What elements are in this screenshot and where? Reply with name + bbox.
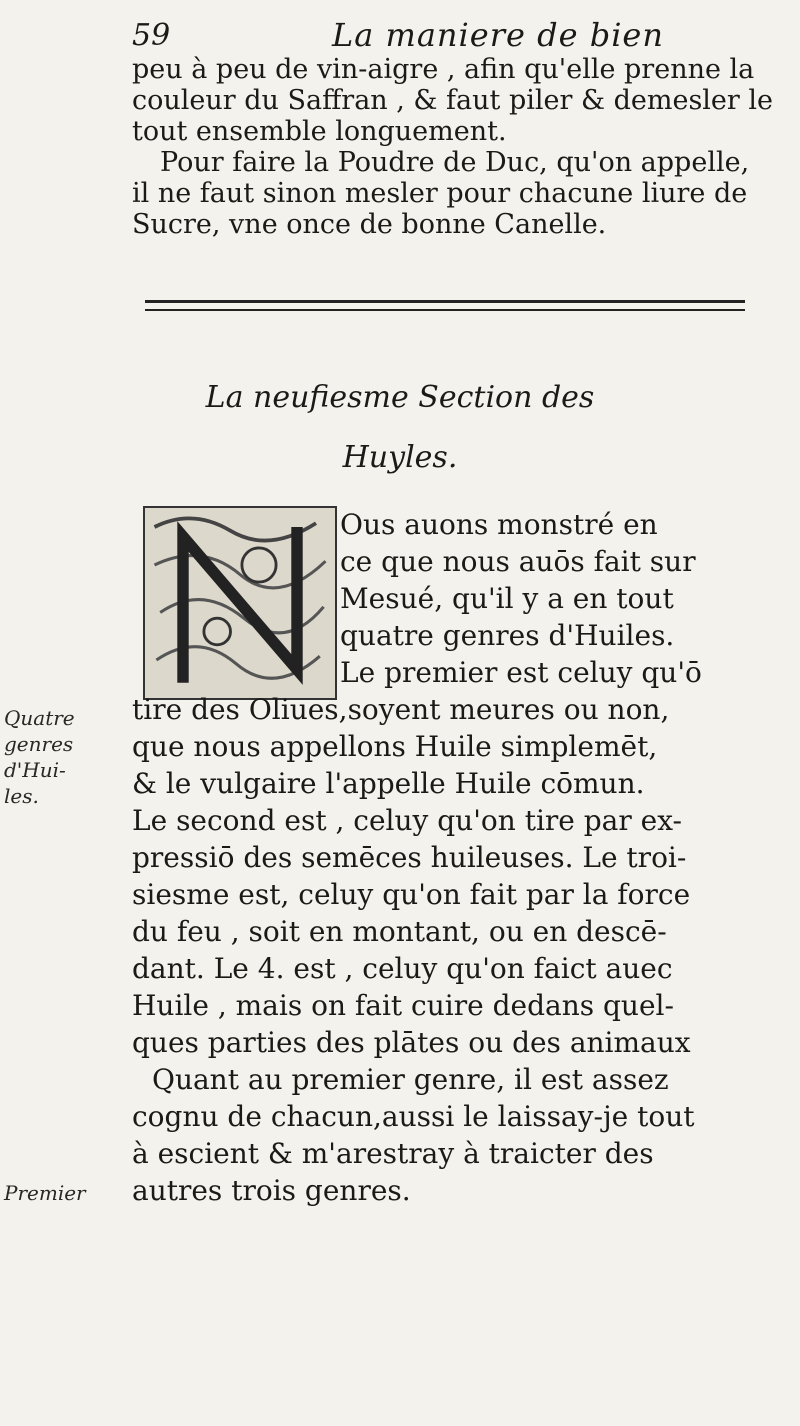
ornamental-rule [145, 300, 745, 311]
text-line: ce que nous auōs fait sur [340, 545, 696, 578]
section-title-line1: La neufiesme Section des [205, 380, 595, 415]
text-line: siesme est, celuy qu'on fait par la force [132, 878, 691, 911]
text-line: & le vulgaire l'appelle Huile cōmun. [132, 767, 645, 800]
text-line: à escient & m'arestray à traicter des [132, 1137, 654, 1170]
top-paragraph [132, 54, 774, 240]
text-line: couleur du Saffran , & faut piler & demesler le [132, 85, 774, 116]
margin-note-line: Premier [4, 1181, 86, 1205]
text-line: Mesué, qu'il y a en tout [340, 582, 674, 615]
text-line: quatre genres d'Huiles. [340, 619, 675, 652]
text-line: Le premier est celuy qu'ō [340, 656, 702, 689]
text-line: cognu de chacun,aussi le laissay-je tout [132, 1100, 695, 1133]
text-line: peu à peu de vin-aigre , afin qu'elle prenne la [132, 54, 755, 85]
margin-note-line: d'Hui- [4, 758, 66, 782]
text-line: ques parties des plātes ou des animaux [132, 1026, 691, 1059]
text-line: Ous auons monstré en [340, 508, 658, 541]
text-line: tire des Oliues,soyent meures ou non, [132, 693, 670, 726]
margin-note-premier [4, 1180, 86, 1206]
text-line: Sucre, vne once de bonne Canelle. [132, 209, 607, 240]
text-line: autres trois genres. [132, 1174, 411, 1207]
page-number: 59 [132, 18, 171, 53]
section-title-line2: Huyles. [342, 440, 458, 475]
text-line: il ne faut sinon mesler pour chacune liure de [132, 178, 748, 209]
text-line: Pour faire la Poudre de Duc, qu'on appelle, [160, 147, 750, 178]
text-line: Quant au premier genre, il est assez [152, 1063, 669, 1096]
page-header [132, 14, 752, 54]
body-text [132, 506, 772, 1209]
text-line: pressiō des semēces huileuses. Le troi- [132, 841, 687, 874]
margin-note-line: Quatre [4, 706, 75, 730]
margin-note-quatre-genres [4, 705, 75, 809]
text-line: dant. Le 4. est , celuy qu'on faict auec [132, 952, 673, 985]
running-head: La maniere de bien [332, 16, 664, 54]
text-line: que nous appellons Huile simplemēt, [132, 730, 658, 763]
margin-note-line: genres [4, 732, 74, 756]
margin-note-line: les. [4, 784, 39, 808]
text-line: du feu , soit en montant, ou en descē- [132, 915, 667, 948]
text-line: Le second est , celuy qu'on tire par ex- [132, 804, 682, 837]
text-line: Huile , mais on fait cuire dedans quel- [132, 989, 674, 1022]
text-line: tout ensemble longuement. [132, 116, 507, 147]
